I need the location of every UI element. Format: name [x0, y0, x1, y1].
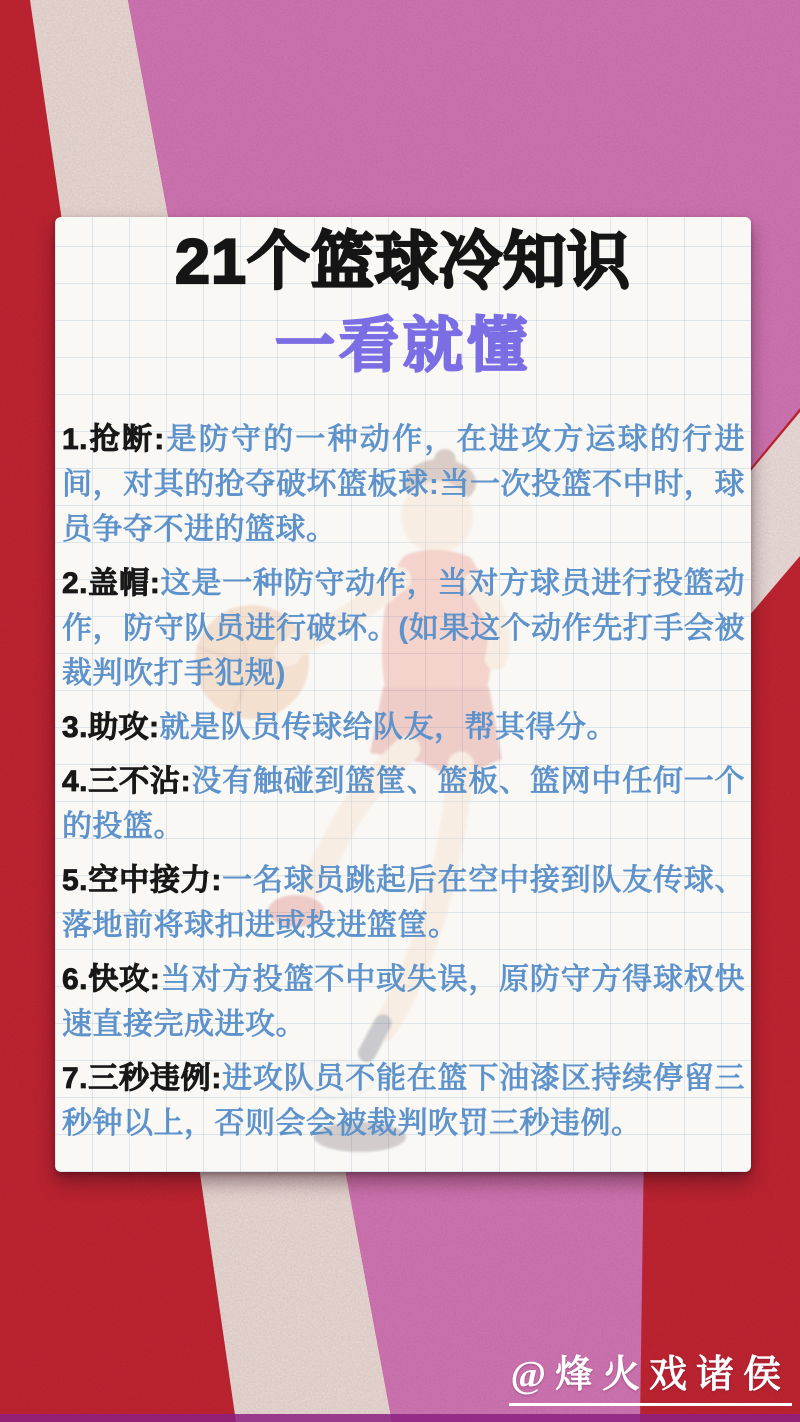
page-subtitle: 一看就懂 — [275, 312, 531, 379]
fact-item — [62, 417, 745, 552]
bottom-edge-strip — [0, 1414, 800, 1422]
fact-label: 5.空中接力: — [62, 864, 222, 897]
fact-text: 当对方投篮不中或失误，原防守方得球权快速直接完成进攻。 — [62, 963, 745, 1041]
facts-list — [62, 417, 745, 1146]
fact-item — [62, 705, 745, 750]
fact-item — [62, 957, 745, 1047]
fact-label: 4.三不沾: — [62, 765, 192, 798]
fact-item — [62, 858, 745, 948]
fact-text: 这是一种防守动作，当对方球员进行投篮动作，防守队员进行破坏。(如果这个动作先打手会被裁判吹打手犯规) — [62, 567, 745, 690]
poster-card — [55, 217, 751, 1172]
fact-item — [62, 561, 745, 696]
poster-card-inner — [55, 217, 751, 1172]
card-content — [55, 225, 751, 1146]
fact-text: 没有触碰到篮筐、篮板、篮网中任何一个的投篮。 — [62, 765, 746, 843]
fact-label: 7.三秒违例: — [62, 1062, 222, 1095]
watermark: @烽火戏诸侯 — [509, 1343, 792, 1406]
fact-label: 1.抢断: — [62, 423, 165, 456]
fact-label: 6.快攻: — [62, 963, 161, 996]
fact-item — [62, 759, 745, 849]
fact-text: 进攻队员不能在篮下油漆区持续停留三秒钟以上，否则会会被裁判吹罚三秒违例。 — [62, 1062, 745, 1140]
fact-text: 就是队员传球给队友，帮其得分。 — [159, 711, 618, 744]
fact-text: 是防守的一种动作，在进攻方运球的行进间，对其的抢夺破坏篮板球:当一次投篮不中时，球员争夺不进的篮球。 — [62, 423, 746, 546]
fact-text: 一名球员跳起后在空中接到队友传球、落地前将球扣进或投进篮筐。 — [62, 864, 745, 942]
fact-label: 2.盖帽: — [62, 567, 161, 600]
fact-item — [62, 1056, 745, 1146]
fact-label: 3.助攻: — [62, 711, 160, 744]
page-title: 21个篮球冷知识 — [174, 227, 632, 297]
